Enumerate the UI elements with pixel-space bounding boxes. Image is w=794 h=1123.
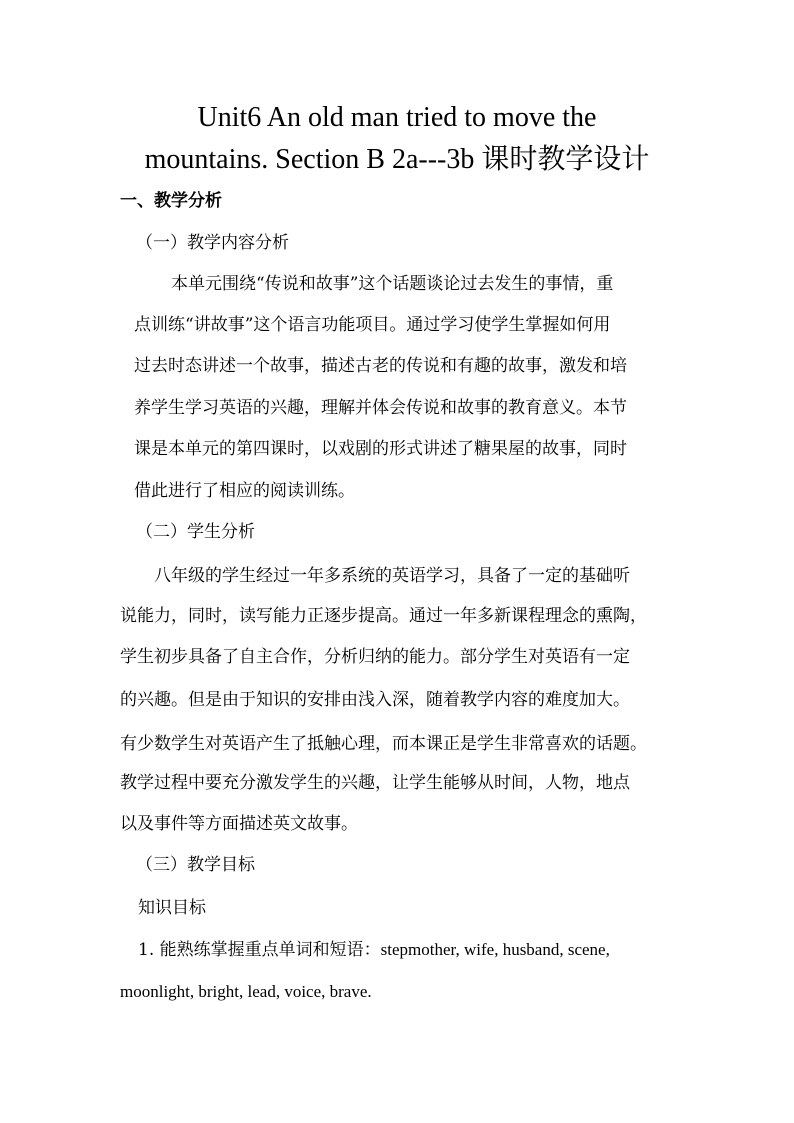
knowledge-goals-heading: 知识目标 [138,898,206,918]
student-analysis-line: 的兴趣。但是由于知识的安排由浅入深，随着教学内容的难度加大。 [120,690,630,710]
student-analysis-line: 教学过程中要充分激发学生的兴趣，让学生能够从时间，人物，地点 [120,773,630,793]
student-analysis-line: 以及事件等方面描述英文故事。 [120,814,358,834]
content-analysis-line: 点训练“讲故事”这个语言功能项目。通过学习使学生掌握如何用 [134,315,611,335]
document-title-line-1: Unit6 An old man tried to move the [197,102,597,133]
student-analysis-line: 有少数学生对英语产生了抵触心理，而本课正是学生非常喜欢的话题。 [120,734,647,754]
document-title-line-2: mountains. Section B 2a---3b 课时教学设计 [144,144,650,175]
content-analysis-line: 课是本单元的第四课时，以戏剧的形式讲述了糖果屋的故事，同时 [134,439,627,459]
content-analysis-line: 借此进行了相应的阅读训练。 [134,481,355,501]
student-analysis-line: 学生初步具备了自主合作，分析归纳的能力。部分学生对英语有一定 [120,647,630,667]
section-heading-teaching-analysis: 一、教学分析 [120,191,222,211]
content-analysis-line: 过去时态讲述一个故事，描述古老的传说和有趣的故事，激发和培 [134,356,627,376]
subsection-heading-student-analysis: （二）学生分析 [136,522,255,542]
subsection-heading-teaching-goals: （三）教学目标 [136,855,255,875]
goal-item-1-words: stepmother, wife, husband, scene, [380,940,610,959]
student-analysis-line: 说能力，同时，读写能力正逐步提高。通过一年多新课程理念的熏陶， [120,606,647,626]
subsection-heading-content-analysis: （一）教学内容分析 [136,233,289,253]
student-analysis-line: 八年级的学生经过一年多系统的英语学习，具备了一定的基础听 [154,566,630,586]
goal-item-1 [138,938,610,962]
content-analysis-line: 养学生学习英语的兴趣，理解并体会传说和故事的教育意义。本节 [134,398,627,418]
goal-item-1-words-continued: moonlight, bright, lead, voice, brave. [120,982,372,1001]
content-analysis-line: 本单元围绕“传说和故事”这个话题谈论过去发生的事情，重 [171,274,614,294]
goal-item-1-prefix: 1. 能熟练掌握重点单词和短语： [138,940,381,960]
